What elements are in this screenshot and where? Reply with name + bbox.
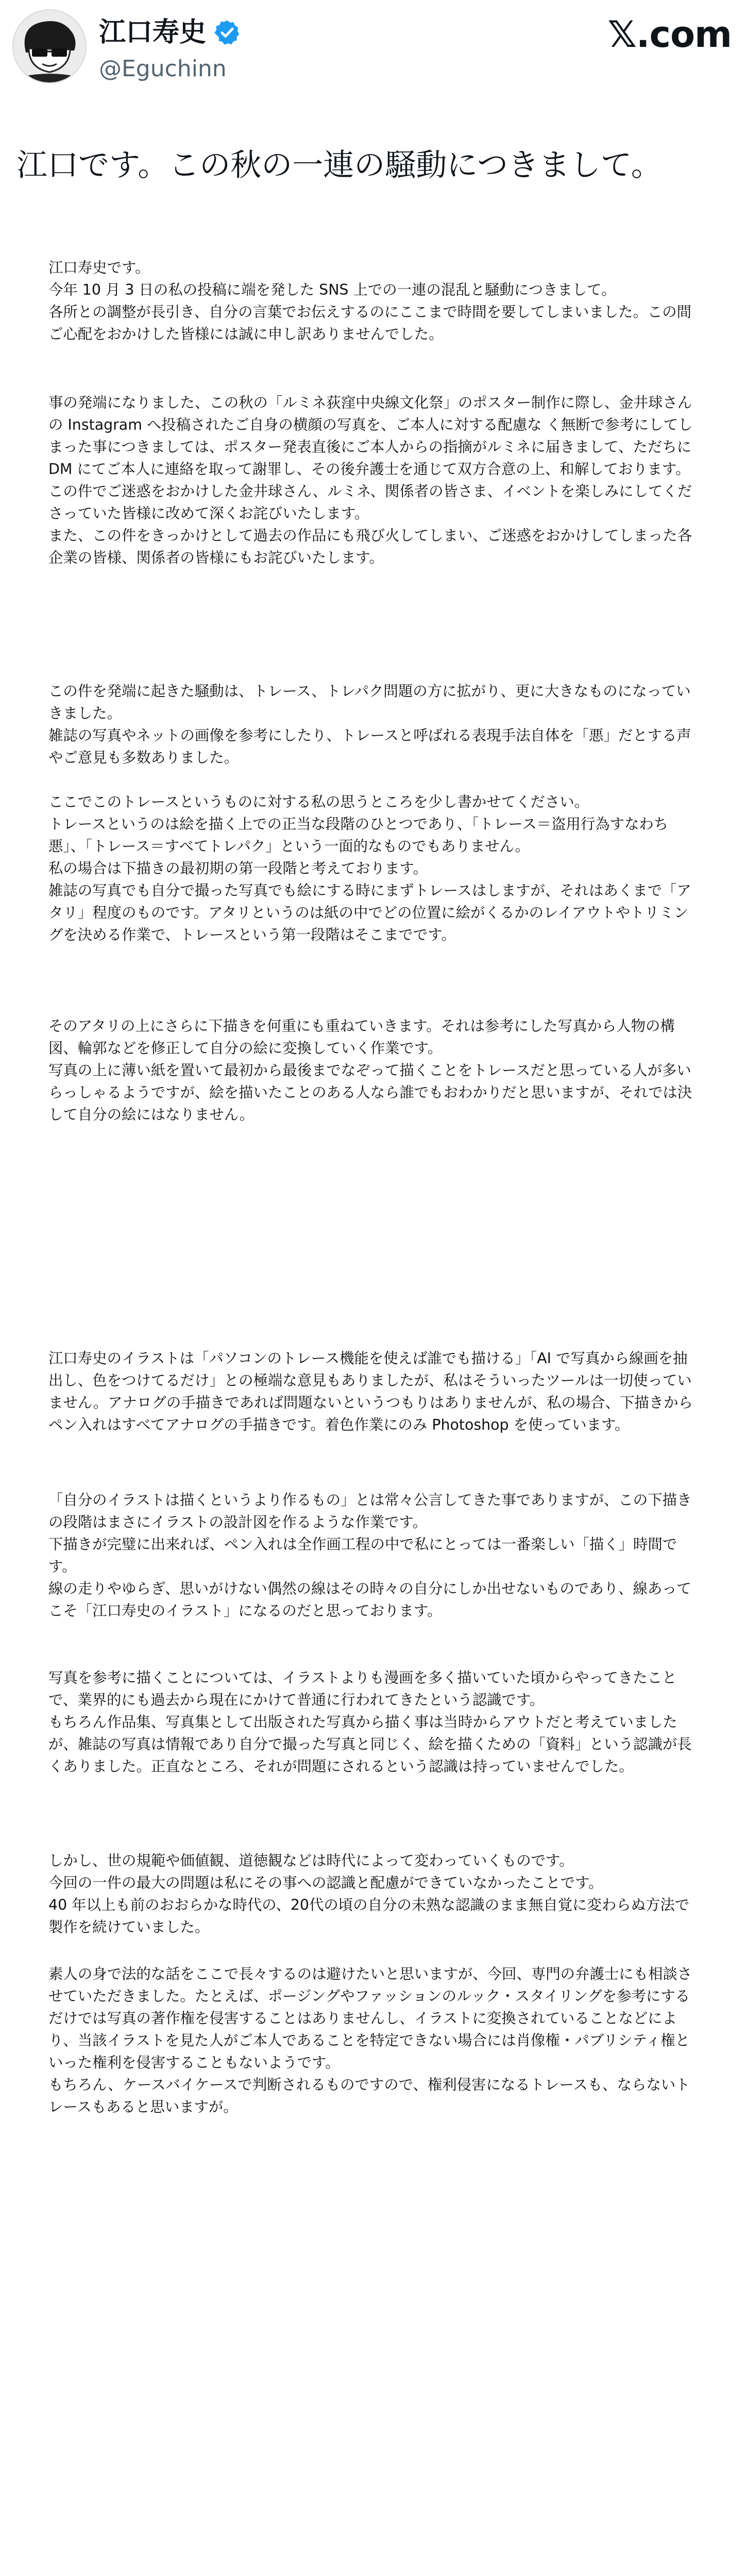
- display-name[interactable]: 江口寿史: [99, 17, 207, 48]
- statement-page-2: [24, 1267, 723, 2293]
- profile-header: [0, 0, 746, 93]
- paragraph: しかし、世の規範や価値観、道徳観などは時代によって変わっていくものです。 今回の一件の最大の問題は私にその事への認識と配慮ができていなかったことです。 40 年以上も前のおおらかな時代の、20代の頃の自分の未熟な認識のまま無自覚に変わらぬ方法で製作を続けていました。: [48, 1852, 690, 1936]
- paragraph: 素人の身で法的な話をここで長々するのは避けたいと思いますが、今回、専門の弁護士にも相談させていただきました。たとえば、ポージングやファッションのルック・スタイリングを参考にするだけでは写真の著作権を侵害することはありませんし、イラストに変換されていることなどにより、当該イラストを見た人がご本人であることを特定できない場合には肖像権・パブリシティ権といった権利を侵害することもないようです。 もちろん、ケースバイケースで判断されるものですので、権利侵害になるトレースも、ならないトレースもあると思いますが。: [48, 1965, 692, 2115]
- paragraph: 写真を参考に描くことについては、イラストよりも漫画を多く描いていた頃からやってきたことで、業界的にも過去から現在にかけて普通に行われてきたという認識です。 もちろん作品集、写真集として出版された写真から描く事は当時からアウトだと考えていましたが、雑誌の写真は情報であり自分で撮った写真と同じく、絵を描くための「資料」という認識が長くありました。正直なところ、それが問題にされるという認識は持っていませんでした。: [48, 1669, 692, 1775]
- paragraph: そのアタリの上にさらに下描きを何重にも重ねていきます。それは参考にした写真から人物の構図、輪郭などを修正して自分の絵に変換していく作業です。 写真の上に薄い紙を置いて最初から最後までなぞって描くことをトレースだと思っている人が多いらっしゃるようですが、絵を描いたことのある人なら誰でもおわかりだと思いますが、それでは決して自分の絵にはなりません。: [48, 1018, 692, 1123]
- statement-page-3: [24, 2293, 723, 2576]
- paragraph: 事の発端になりました、この秋の「ルミネ荻窪中央線文化祭」のポスター制作に際し、金井球さんの Instagram へ投稿されたご自身の横顔の写真を、ご本人に対する配慮な く無断で参考にしてしまった事につきましては、ポスター発表直後にご本人からの指摘がルミネに届きまして、ただちに DM にてご本人に連絡を取って謝罪し、その後弁護士を通じて双方合意の上、和解しております。 この件でご迷惑をおかけした金井球さん、ルミネ、関係者の皆さま、イベントを楽しみにしてくださっていた皆様に改めて深くお詫びいたします。 また、この件をきっかけとして過去の作品にも飛び火してしまい、ご迷惑をおかけしてしまった各企業の皆様、関係者の皆様にもお詫びいたします。: [48, 394, 693, 566]
- paragraph: 「自分のイラストは描くというより作るもの」とは常々公言してきた事でありますが、この下描きの段階はまさにイラストの設計図を作るような作業です。 下描きが完璧に出来れば、ペン入れは全作画工程の中で私にとっては一番楽しい「描く」時間です。 線の走りやゆらぎ、思いがけない偶然の線はその時々の自分にしか出せないものであり、線あってこそ「江口寿史のイラスト」になるのだと思っております。: [48, 1492, 692, 1619]
- post-title: 江口です。この秋の一連の騒動につきまして。: [16, 147, 662, 183]
- verified-badge-icon: [213, 19, 241, 46]
- x-logo[interactable]: 𝕏.com: [607, 13, 732, 56]
- paragraph: 江口寿史です。 今年 10 月 3 日の私の投稿に端を発した SNS 上での一連の混乱と騒動につきまして。 各所との調整が長引き、自分の言葉でお伝えするのにここまで時間を要してしまいました。この間ご心配をおかけした皆様には誠に申し訳ありませんでした。: [48, 259, 692, 343]
- user-handle[interactable]: @Eguchinn: [99, 56, 227, 82]
- paragraph: 江口寿史のイラストは「パソコンのトレース機能を使えば誰でも描ける」「AI で写真から線画を抽出し、色をつけてるだけ」との極端な意見もありましたが、私はそういったツールは一切使っていません。アナログの手描きであれば問題ないというつもりはありませんが、私の場合、下描きからペン入れはすべてアナログの手描きです。着色作業にのみ Photoshop を使っています。: [48, 1350, 693, 1433]
- statement-page-1: [24, 216, 723, 1267]
- paragraph: この件を発端に起きた騒動は、トレース、トレパク問題の方に拡がり、更に大きなものになっていきました。 雑誌の写真やネットの画像を参考にしたり、トレースと呼ばれる表現手法自体を「悪」だとする声やご意見も多数ありました。: [48, 683, 691, 766]
- paragraph: ここでこのトレースというものに対する私の思うところを少し書かせてください。 トレースというのは絵を描く上での正当な段階のひとつであり、「トレース＝盗用行為すなわち悪」、「トレース＝すべてトレパク」という一面的なものでもありません。 私の場合は下描きの最初期の第一段階と考えております。 雑誌の写真でも自分で撮った写真でも絵にする時にまずトレースはしますが、それはあくまで「アタリ」程度のものです。アタリというのは紙の中でどの位置に絵がくるかのレイアウトやトリミングを決める作業で、トレースという第一段階はそこまでです。: [48, 793, 691, 943]
- cartoon-self-portrait-avatar-icon: [13, 10, 86, 82]
- name-row: [99, 19, 241, 46]
- avatar[interactable]: [12, 9, 87, 83]
